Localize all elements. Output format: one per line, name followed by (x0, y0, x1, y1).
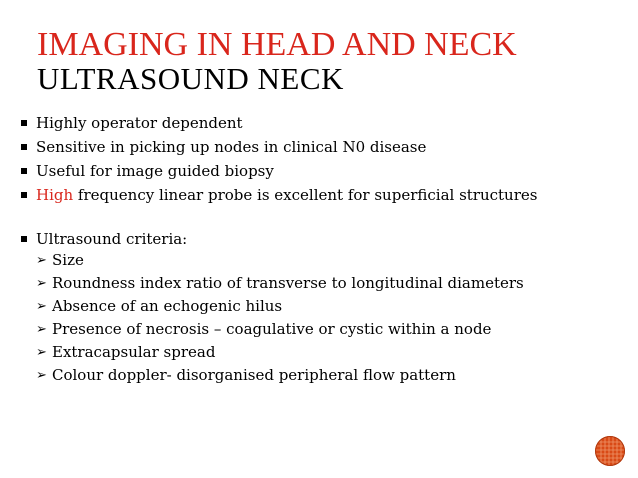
square-bullet-icon (21, 236, 27, 242)
criteria-text: Extracapsular spread (52, 343, 216, 361)
bullet-item (20, 135, 620, 159)
bullet-item (20, 111, 620, 135)
arrow-bullet-icon: ➢ (36, 276, 47, 291)
bullet-item (20, 183, 620, 207)
criteria-item (36, 249, 620, 272)
square-bullet-icon (21, 120, 27, 126)
criteria-text: Size (52, 251, 84, 269)
slide-content (20, 111, 620, 387)
criteria-text: Absence of an echogenic hilus (52, 297, 283, 315)
bullet-highlight: High (36, 186, 74, 204)
circle-pattern-icon (595, 436, 625, 466)
spacer (20, 207, 620, 227)
criteria-item (36, 318, 620, 341)
bullet-text: Useful for image guided biopsy (36, 162, 274, 180)
bullet-text: Highly operator dependent (36, 114, 243, 132)
criteria-text: Colour doppler- disorganised peripheral flow pattern (52, 366, 456, 384)
criteria-item (36, 295, 620, 318)
criteria-list (20, 249, 620, 387)
square-bullet-icon (21, 192, 27, 198)
arrow-bullet-icon: ➢ (36, 253, 47, 268)
criteria-item (36, 272, 620, 295)
criteria-heading: Ultrasound criteria: (36, 230, 188, 248)
arrow-bullet-icon: ➢ (36, 299, 47, 314)
bullet-text: frequency linear probe is excellent for superficial structures (73, 186, 538, 204)
criteria-text: Presence of necrosis – coagulative or cystic within a node (52, 320, 492, 338)
bullet-text: Sensitive in picking up nodes in clinical N0 disease (36, 138, 427, 156)
arrow-bullet-icon: ➢ (36, 345, 47, 360)
bullet-item (20, 159, 620, 183)
criteria-text: Roundness index ratio of transverse to longitudinal diameters (52, 274, 524, 292)
square-bullet-icon (21, 144, 27, 150)
bullet-item (20, 227, 620, 251)
criteria-item (36, 341, 620, 364)
slide-subtitle: ULTRASOUND NECK (37, 61, 344, 96)
slide-title: IMAGING IN HEAD AND NECK (37, 26, 517, 63)
arrow-bullet-icon: ➢ (36, 322, 47, 337)
arrow-bullet-icon: ➢ (36, 368, 47, 383)
criteria-item (36, 364, 620, 387)
square-bullet-icon (21, 168, 27, 174)
corner-circle-button[interactable] (595, 436, 625, 466)
